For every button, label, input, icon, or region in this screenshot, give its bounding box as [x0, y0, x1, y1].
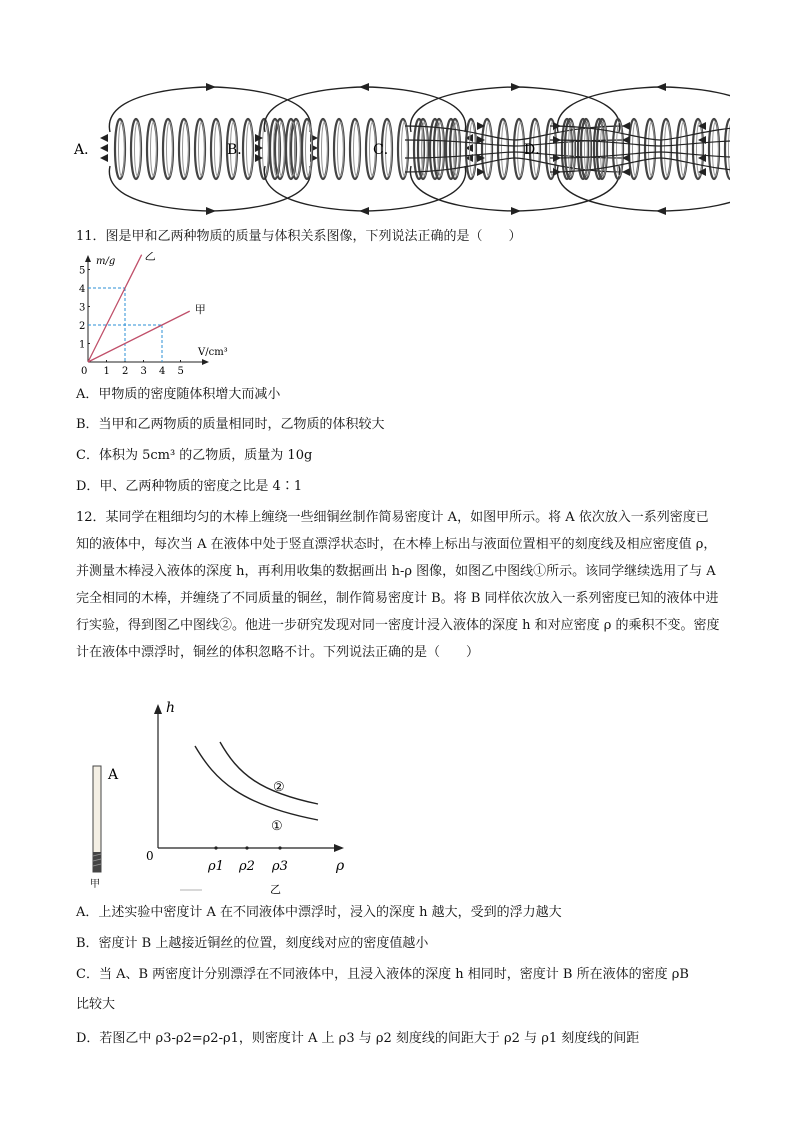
- curve-2-label: ②: [273, 780, 285, 795]
- q10-figures: [70, 82, 730, 216]
- rho-axis-label: ρ: [336, 858, 345, 874]
- curve-2: [220, 742, 318, 804]
- hydrometer-rod-svg: [82, 760, 132, 890]
- tick-label-rho1: ρ1: [208, 859, 224, 874]
- q12-option-d[interactable]: D．若图乙中 ρ3-ρ2=ρ2-ρ1，则密度计 A 上 ρ3 与 ρ2 刻度线的间距大于 ρ2 与 ρ1 刻度线的间距: [76, 1031, 640, 1046]
- y-tick-label: 5: [79, 265, 86, 277]
- caption-jia: 甲: [90, 879, 100, 890]
- x-axis-arrow: [202, 359, 209, 365]
- curve-1: [195, 746, 318, 820]
- y-tick-label: 1: [79, 339, 86, 351]
- x-tick-label: 5: [177, 366, 184, 376]
- q11-mass-volume-chart: [76, 252, 236, 376]
- caption-yi: 乙: [270, 883, 281, 896]
- q12-option-a[interactable]: A．上述实验中密度计 A 在不同液体中漂浮时，浸入的深度 h 越大，受到的浮力越大: [76, 905, 562, 920]
- y-axis-arrow: [85, 255, 91, 262]
- x-tick-label: 3: [140, 366, 147, 376]
- q12-figure-yi: [140, 700, 360, 896]
- tick-rho1: [214, 846, 217, 849]
- q11-stem: 11．图是甲和乙两种物质的质量与体积关系图像，下列说法正确的是（ ）: [76, 229, 522, 244]
- q11-option-a[interactable]: A．甲物质的密度随体积增大而减小: [76, 387, 281, 402]
- curve-1-label: ①: [271, 819, 283, 834]
- series-line-yi: [88, 255, 142, 362]
- rho-axis-arrow: [334, 844, 344, 852]
- x-tick-label: 1: [103, 366, 110, 376]
- h-rho-graph-svg: [140, 700, 360, 896]
- solenoid-figures-svg: [70, 82, 730, 216]
- mass-volume-chart-svg: [76, 252, 236, 376]
- tick-rho3: [278, 846, 281, 849]
- tick-label-rho3: ρ3: [272, 859, 288, 874]
- y-tick-label: 3: [79, 302, 86, 314]
- rod-label: A: [108, 767, 119, 783]
- series-label-jia: 甲: [194, 303, 206, 317]
- series-label-yi: 乙: [144, 252, 156, 263]
- tick-rho2: [245, 846, 248, 849]
- graph-origin-label: 0: [146, 849, 154, 863]
- x-tick-label: 2: [122, 366, 129, 376]
- h-axis-label: h: [166, 700, 176, 716]
- tick-label-rho2: ρ2: [239, 859, 255, 874]
- y-tick-label: 2: [79, 321, 86, 332]
- q12-option-c[interactable]: C．当 A、B 两密度计分别漂浮在不同液体中，且浸入液体的深度 h 相同时，密度计 B 所在液体的密度 ρB: [76, 967, 689, 982]
- option-a-letter: A．: [74, 142, 99, 158]
- figure-c: [373, 83, 625, 215]
- h-axis-arrow: [154, 704, 162, 714]
- y-tick-label: 4: [79, 284, 86, 295]
- q12-figure-jia: [82, 760, 132, 890]
- q12-option-c-continuation: 比较大: [76, 997, 116, 1012]
- series-line-jia: [88, 311, 190, 362]
- q11-option-d[interactable]: D．甲、乙两种物质的密度之比是 4∶1: [76, 479, 303, 494]
- q11-option-b[interactable]: B．当甲和乙两物质的质量相同时，乙物质的体积较大: [76, 417, 385, 432]
- q12-option-b[interactable]: B．密度计 B 上越接近铜丝的位置，刻度线对应的密度值越小: [76, 936, 429, 951]
- q12-stem: 12．某同学在粗细均匀的木棒上缠绕一些细铜丝制作简易密度计 A，如图甲所示。将 A 依次放入一系列密度已知的液体中，每次当 A 在液体中处于竖直漂浮状态时，在木棒上标出与液面位置相平的刻度线及相应密度值 ρ，并测量木棒浸入液体的深度 h，再利用收集的数据画出 h-ρ 图像，如图乙中图线①所示。该同学继续选用了与 A 完全相同的木棒，并缠绕了不同质量的铜丝，制作简易密度计 B。将 B 同样依次放入一系列密度已知的液体中进行实验，得到图乙中图线②。他进一步研究发现对同一密度计浸入液体的深度 h 和对应密度 ρ 的乘积不变。密度计在液体中漂浮时，铜丝的体积忽略不计。下列说法正确的是（ ）: [76, 510, 720, 660]
- option-c-letter: C．: [373, 142, 398, 158]
- q11-option-c[interactable]: C．体积为 5cm³ 的乙物质，质量为 10g: [76, 448, 313, 463]
- figure-b: [227, 83, 473, 215]
- option-b-letter: B．: [227, 142, 252, 158]
- option-d-letter: D．: [524, 142, 550, 158]
- origin-label: 0: [81, 366, 88, 376]
- y-axis-label: m/g: [96, 256, 116, 267]
- x-tick-label: 4: [159, 366, 166, 376]
- x-axis-label: V/cm³: [198, 347, 228, 358]
